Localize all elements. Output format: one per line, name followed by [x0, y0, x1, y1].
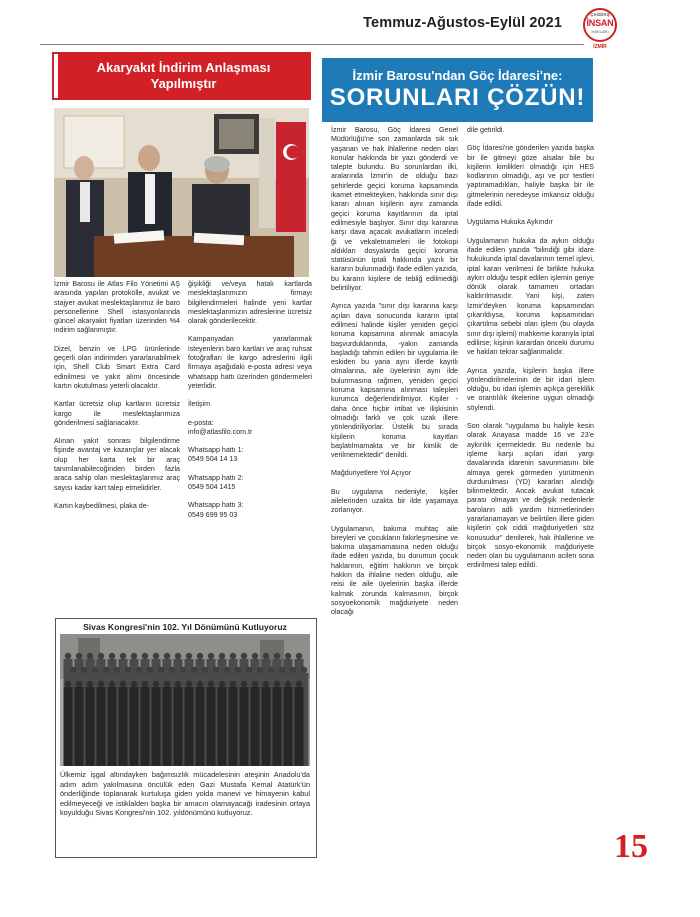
person-head	[186, 653, 192, 659]
person-body	[240, 687, 249, 766]
person-head	[142, 653, 148, 659]
right-paragraph: Uygulamanın, bakıma muhtaç aile bireyleri ve çocukların fakirleşmesine ve bakıma ulaşamamasına neden olduğu ifade edilen yazıda, bu durumun çocuk haklarının, eğitim hakkının ve birçok hakkın da ihlaline neden olduğu, aile reisi ile aile üyelerinin başka illerde kalmak zorunda kalmasının, birçok sosyoekonomik mağduriyete neden olacağı	[331, 524, 458, 617]
person-body	[207, 687, 216, 766]
logo-top-text: ÇAĞDAŞ	[590, 12, 610, 17]
signing-ceremony-photo	[54, 108, 309, 277]
person-head	[285, 653, 291, 659]
sivas-congress-title: Sivas Kongresi'nin 102. Yıl Dönümünü Kutluyoruz	[83, 622, 287, 632]
publication-logo	[583, 8, 617, 54]
right-article-subtitle: İzmir Barosu'ndan Göç İdaresi'ne:	[352, 68, 563, 83]
person-head	[252, 681, 258, 687]
person-head	[202, 667, 208, 673]
person-head	[175, 681, 181, 687]
left-article-title-banner	[54, 54, 309, 98]
person-head	[197, 681, 203, 687]
person-head	[169, 667, 175, 673]
person-head	[213, 667, 219, 673]
person-head	[180, 667, 186, 673]
person-body	[284, 687, 293, 766]
left-paragraph: Kartın kaybedilmesi, plaka de-	[54, 501, 150, 510]
person-head	[131, 653, 137, 659]
person-body	[130, 687, 139, 766]
person-head	[92, 667, 98, 673]
logo-bottom-text: İZMİR	[593, 44, 607, 50]
right-paragraph: Ayrıca yazıda, kişilerin başka illere yönlendirilmelerinin de bir idari işlem olduğu, bu idari işlemin açıkça gereklilik ve orantılılık ilkelerine uygun olmadığı söylendi.	[467, 366, 594, 412]
left-paragraph: Dizel, benzin ve LPG ürünlerinde geçerli olan indirimden yararlanabilmek için, Shell Club Smart Extra Card edinilmesi ve yakıt alımı öncesinde kartın okutulması yeterli olacaktır.	[54, 344, 180, 390]
page-number: 15	[614, 828, 648, 865]
person-head	[279, 667, 285, 673]
right-paragraph: Uygulamanın hukuka da aykırı olduğu ifade edilen yazıda "bilindiği gibi idare hukukunda iptal davalarının temel işlevi, iptal kararı verilmesi ile birlikte hukuka aykırı olduğu tespit edilen işlemin geriye dönük olarak tamamen ortadan kaldırılmasıdır. Yani kişi, zaten İzmir'deyken koruma kapsamından çıkarıldıysa, koruma kapsamından çıkartılma sebebi olan işlem (bu olayda sınır dışı işlemi) mahkeme kararıyla iptal edilirse; kişinin karardan önceki durumu ve hakları tekrar sağlanmalıdır.	[467, 236, 594, 357]
historical-group-illustration	[60, 634, 310, 766]
person-head	[219, 681, 225, 687]
person-body	[295, 687, 304, 766]
contact-email: e-posta: info@atlasfilo.com.tr	[188, 418, 253, 436]
person-body	[97, 687, 106, 766]
left-paragraph: Alınan yakıt sonrası bilgilendirme fişinde avantaj ve kazançlar yer alacak olup her karta tek bir araç tanımlanabilecoğinden birden fazla araca sahip olan meslektaşlarımız araç sayısı kadar kart talep etmelidirler.	[54, 437, 180, 492]
person-head	[98, 681, 104, 687]
person-head	[65, 681, 71, 687]
person-head	[125, 667, 131, 673]
person-body	[262, 687, 271, 766]
right-paragraph: dile getirildi.	[467, 126, 505, 134]
crowd-figures	[64, 653, 309, 766]
person-head	[241, 653, 247, 659]
right-article-column-1	[331, 126, 458, 627]
contact-whatsapp-2: Whatsapp hattı 2: 0549 504 1415	[188, 473, 244, 492]
person-head	[76, 653, 82, 659]
right-subheading: Mağduriyetlere Yol Açıyor	[331, 469, 412, 478]
person-head	[70, 667, 76, 673]
left-article-column-1	[54, 280, 180, 520]
person-head	[87, 653, 93, 659]
person-head	[191, 667, 197, 673]
person-head	[98, 653, 104, 659]
person-head	[186, 681, 192, 687]
person-head	[81, 667, 87, 673]
person-head	[263, 681, 269, 687]
left-paragraph: İzmir Barosu ile Atlas Filo Yönetimi AŞ arasında yapılan protokolle, avukat ve stajyer avukat meslektaşlarımız ile baro personellerine Shell istasyonlarında güncel akaryakıt fiyatları üzerinden %4 indirim sağlanmıştır.	[54, 280, 180, 335]
left-article-column-2	[188, 280, 312, 529]
person-head	[246, 667, 252, 673]
person-head	[219, 653, 225, 659]
person-body	[108, 687, 117, 766]
person-head	[131, 681, 137, 687]
person-body	[174, 687, 183, 766]
person-head	[274, 681, 280, 687]
person-head	[197, 653, 203, 659]
person-head	[136, 667, 142, 673]
person-head	[301, 667, 307, 673]
person-head	[114, 667, 120, 673]
person-head	[268, 667, 274, 673]
contact-heading: İletişim	[188, 400, 211, 409]
person-head	[235, 667, 241, 673]
person-head	[252, 653, 258, 659]
right-article-title-banner	[322, 58, 593, 122]
person-head	[263, 653, 269, 659]
person-head	[153, 653, 159, 659]
person-body	[229, 687, 238, 766]
person-head	[257, 667, 263, 673]
logo-sub-text: HAKLARI	[591, 29, 609, 34]
person-body	[75, 687, 84, 766]
person-head	[241, 681, 247, 687]
right-subheading: Uygulama Hukuka Aykırıdır	[467, 218, 553, 227]
person-body	[119, 687, 128, 766]
person-head	[296, 653, 302, 659]
person-head	[164, 681, 170, 687]
person-head	[164, 653, 170, 659]
header-rule	[40, 44, 584, 45]
person-head	[285, 681, 291, 687]
left-paragraph: ğişikliği ve/veya hatalı kartlarda meslektaşlarımızın firmayı bilgilendirmeleri halinde yeni kartlar meslektaşlarımızın adreslerine ücretsiz olarak gönderilecektir.	[188, 280, 312, 326]
person-body	[152, 687, 161, 766]
person-head	[76, 681, 82, 687]
left-article-title-line1: Akaryakıt İndirim Anlaşması	[96, 60, 271, 75]
right-paragraph: Son olarak "uygulama bu haliyle kesin olarak Anayasa madde 16 ve 23'e aykırılık içermektedir. Bu nedenle bu işleme karşı açılan idari yargı davalarında idarenin savunmasını bile almaya gerek görmeden yürütmenin durdurulması (YD) kararları alındığı bilinmektedir. Ancak avukat tutacak parası olmayan ve değişik nedenlerle baroların adli yardım hizmetlerinden yararlanamayan ve belirtilen illere giden kişilerin çok ciddi mağduriyetleri söz konusudur" denilerek, hak ihlallerine ve birçok sosyo-ekonomik mağduriyete neden olan bu uygulamanın acilen sona erdirilmesi talep edildi.	[467, 422, 594, 570]
person-head	[103, 667, 109, 673]
person-head	[153, 681, 159, 687]
person-head	[224, 667, 230, 673]
person-body	[218, 687, 227, 766]
contact-whatsapp-1: Whatsapp hattı 1: 0549 504 14 13	[188, 446, 244, 464]
person-body	[251, 687, 260, 766]
right-paragraph: Ayrıca yazıda "sınır dışı kararına karşı açılan dava sonucunda kararın iptal edilmesi halinde kişiler yeniden geçici koruma kapsamına alınmak amacıyla başvurduklarında, -yakın zamanda başladığı tahmin edilen bir uygulama ile eskiden bu yana aynı illerde kayıtlı olmalarına, aile üyelerinin aynı ilde bulunmasına rağmen, yeniden geçici koruma kapsamına alınması talepleri kurumca değerlendirilmiyor. Kişiler -daha önce hiçbir irtibat ve ilişkisinin olmadığı farklı ve çok uzak illere yönlendiriliyorlar. Üstelik bu sırada kişilerin koruma kayıtları başlatılmamakta ve bir kimlik de verilmemektedir" denildi.	[331, 302, 458, 460]
right-paragraph: İzmir Barosu, Göç İdaresi Genel Müdürlüğü'ne son zamanlarda sık sık yaşanan ve hak ihlallerine neden olan konular hakkında bir yazı gönderdi ve talepte bulundu. Bu sorunlardan ilki, aralarında İzmir'in de olduğu bazı şehirlerde geçici koruma kapsamında ikamet etmekteyken, hakkında sınır dışı kararı alınan kişilerin aynı zamanda geçici koruma kayıtlarının da iptal edilmesiyle başlıyor. Sınır dışı kararına karşı dava açacak avukatların inceledi ği ve vekaletnameleri ile fotokopi aldıkları dosyalarda geçici koruma statüsünün iptali hakkında yazılı bir kararın bulunmadığı ifade edilen yazıda, bu kararın kişilere de tebliğ edilmediği belirtiliyor.	[331, 126, 458, 293]
sivas-congress-text: Ülkemiz işgal altındayken bağımsızlık mücadelesinin ateşinin Anadolu'da adım adım yakılmasına öncülük eden Gazi Mustafa Kemal Atatürk'ün önderliğinde toplanarak kurtuluşa giden yolda manevi ve himayenin kabul edilmeyeceği ve istiklalden başka bir amacın olamayacağı iradesinin ortaya koyulduğu Sivas Kongresi'nin 102. yıldönümünü kutluyoruz.	[60, 770, 310, 817]
person-head	[120, 681, 126, 687]
person-head	[208, 681, 214, 687]
person-head	[296, 681, 302, 687]
issue-date: Temmuz-Ağustos-Eylül 2021	[363, 15, 562, 31]
right-paragraph: Bu uygulama nedeniyle, kişiler ailelerinden uzakta bir ilde yaşamaya zorlanıyor.	[331, 487, 458, 515]
right-paragraph: Göç İdaresi'ne gönderilen yazıda başka bir ile gitmeyi göze alsalar bile bu kişilerin kimlikleri olmadığı için HES kodlarının olmadığı, aşı ve pcr testleri yaptıramadıkları, haliyle başka bir ile gitmelerinin neredeyse imkansız olduğu ifade edildi.	[467, 144, 594, 209]
person-body	[163, 687, 172, 766]
person-body	[273, 687, 282, 766]
person-body	[141, 687, 150, 766]
contact-whatsapp-3: Whatsapp hattı 3: 0549 699 95 03	[188, 501, 244, 519]
person-head	[142, 681, 148, 687]
person-head	[109, 653, 115, 659]
signing-ceremony-illustration	[54, 108, 309, 277]
person-body	[185, 687, 194, 766]
person-head	[158, 667, 164, 673]
person-head	[274, 653, 280, 659]
person-head	[175, 653, 181, 659]
person-body	[196, 687, 205, 766]
left-paragraph: Kartlar ücretsiz olup kartların ücretsiz kargo ile meslektaşlarımıza gönderilmesi sağlanacaktır.	[54, 400, 180, 427]
person-head	[147, 667, 153, 673]
right-article-headline: SORUNLARI ÇÖZÜN!	[329, 84, 586, 111]
person-head	[109, 681, 115, 687]
person-head	[120, 653, 126, 659]
person-head	[208, 653, 214, 659]
sivas-congress-photo	[60, 634, 310, 766]
person-head	[290, 667, 296, 673]
person-head	[87, 681, 93, 687]
person-body	[64, 687, 73, 766]
person-body	[86, 687, 95, 766]
left-paragraph: Kampanyadan yararlanmak isteyenlerin baro kartları ve araç ruhsat fotoğrafları ile kargo adreslerini ilgili firmaya aşağıdaki e-posta adresi veya whatsapp hattı üzerinden göndermeleri yeterlidir.	[188, 335, 312, 390]
person-head	[230, 681, 236, 687]
logo-main-text: İNSAN	[586, 18, 614, 28]
right-article-column-2	[467, 126, 594, 580]
left-article-title-line2: Yapılmıştır	[150, 76, 217, 91]
person-head	[230, 653, 236, 659]
person-head	[65, 653, 71, 659]
